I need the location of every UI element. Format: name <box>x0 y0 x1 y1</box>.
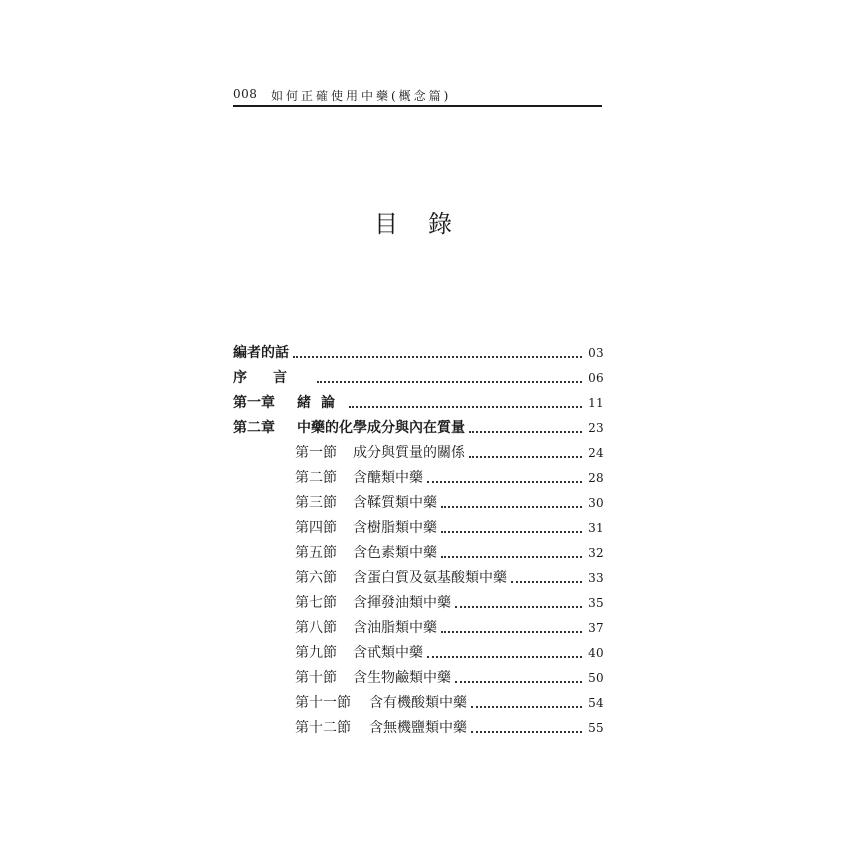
toc-section-label: 第六節 <box>295 570 337 586</box>
toc-page-ref: 24 <box>588 446 604 460</box>
toc-page-ref: 11 <box>588 396 604 410</box>
toc-section-label: 第七節 <box>295 595 337 611</box>
toc-section-title: 含色素類中藥 <box>353 545 437 561</box>
table-of-contents <box>233 337 604 737</box>
toc-section-label: 第三節 <box>295 495 337 511</box>
toc-section-row <box>233 612 604 637</box>
toc-section-label: 第十一節 <box>295 695 351 711</box>
toc-section-row <box>233 462 604 487</box>
toc-page-ref: 06 <box>588 371 604 385</box>
toc-page-ref: 40 <box>588 646 604 660</box>
toc-page-ref: 30 <box>588 496 604 510</box>
toc-chapter-label: 第一章 <box>233 395 275 411</box>
dot-leader <box>293 355 582 358</box>
toc-page-ref: 55 <box>588 721 604 735</box>
toc-page-ref: 32 <box>588 546 604 560</box>
toc-page-ref: 31 <box>588 521 604 535</box>
toc-section-label: 第十二節 <box>295 720 351 736</box>
toc-section-title: 成分與質量的關係 <box>353 445 465 461</box>
dot-leader <box>471 705 582 708</box>
dot-leader <box>471 730 582 733</box>
toc-entry-editors-note <box>233 337 604 362</box>
dot-leader <box>427 655 582 658</box>
toc-section-row <box>233 562 604 587</box>
toc-page-ref: 50 <box>588 671 604 685</box>
dot-leader <box>455 680 582 683</box>
toc-section-title: 含生物鹼類中藥 <box>353 670 451 686</box>
toc-page-ref: 33 <box>588 571 604 585</box>
toc-section-title: 含甙類中藥 <box>353 645 423 661</box>
toc-section-title: 含無機鹽類中藥 <box>369 720 467 736</box>
dot-leader <box>349 405 582 408</box>
toc-section-title: 含油脂類中藥 <box>353 620 437 636</box>
toc-section-label: 第二節 <box>295 470 337 486</box>
toc-section-row <box>233 687 604 712</box>
toc-section-label: 第十節 <box>295 670 337 686</box>
toc-page-ref: 35 <box>588 596 604 610</box>
dot-leader <box>469 455 582 458</box>
toc-page-ref: 03 <box>588 346 604 360</box>
toc-entry-title: 中藥的化學成分與內在質量 <box>297 420 465 436</box>
toc-section-row <box>233 437 604 462</box>
toc-entry-title: 緒論 <box>297 395 345 411</box>
toc-section-row <box>233 662 604 687</box>
header-book-title: 如何正確使用中藥(概念篇) <box>271 89 452 103</box>
toc-page-ref: 37 <box>588 621 604 635</box>
dot-leader <box>441 530 582 533</box>
toc-entry-chapter-1 <box>233 387 604 412</box>
toc-section-title: 含蛋白質及氨基酸類中藥 <box>353 570 507 586</box>
toc-section-row <box>233 637 604 662</box>
toc-chapter-label: 第二章 <box>233 420 275 436</box>
toc-section-label: 第八節 <box>295 620 337 636</box>
toc-entry-preface <box>233 362 604 387</box>
dot-leader <box>441 630 582 633</box>
toc-section-row <box>233 487 604 512</box>
dot-leader <box>455 605 582 608</box>
dot-leader <box>427 480 582 483</box>
toc-section-row <box>233 712 604 737</box>
running-header <box>233 83 602 107</box>
dot-leader <box>511 580 582 583</box>
header-page-number: 008 <box>233 87 258 101</box>
toc-section-row <box>233 537 604 562</box>
toc-section-title: 含揮發油類中藥 <box>353 595 451 611</box>
toc-page-ref: 54 <box>588 696 604 710</box>
toc-section-title: 含醣類中藥 <box>353 470 423 486</box>
toc-section-row <box>233 512 604 537</box>
toc-entry-title: 編者的話 <box>233 345 289 361</box>
dot-leader <box>469 430 582 433</box>
toc-entry-title: 序言 <box>233 370 313 386</box>
toc-page-ref: 28 <box>588 471 604 485</box>
dot-leader <box>441 555 582 558</box>
toc-section-label: 第四節 <box>295 520 337 536</box>
toc-section-label: 第五節 <box>295 545 337 561</box>
dot-leader <box>317 380 582 383</box>
toc-title: 目錄 <box>374 210 482 238</box>
dot-leader <box>441 505 582 508</box>
toc-section-row <box>233 587 604 612</box>
toc-page-ref: 23 <box>588 421 604 435</box>
toc-section-label: 第九節 <box>295 645 337 661</box>
toc-section-title: 含鞣質類中藥 <box>353 495 437 511</box>
toc-entry-chapter-2 <box>233 412 604 437</box>
toc-section-label: 第一節 <box>295 445 337 461</box>
toc-section-title: 含樹脂類中藥 <box>353 520 437 536</box>
toc-section-title: 含有機酸類中藥 <box>369 695 467 711</box>
